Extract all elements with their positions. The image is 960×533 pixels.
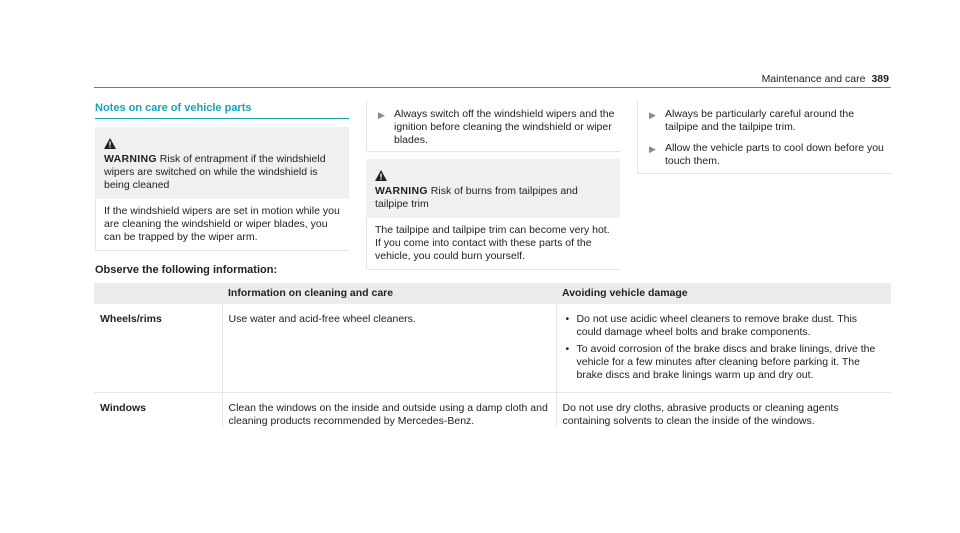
warning-body: The tailpipe and tailpipe trim can become very hot. If you come into contact with these parts of the vehicle, you could burn yourself.: [366, 218, 620, 270]
page-number: 389: [871, 73, 889, 85]
warning-burns: [366, 159, 620, 270]
arrow-right-icon: ▶: [649, 110, 656, 120]
step-item: [367, 101, 621, 147]
section-title: Notes on care of vehicle parts: [95, 102, 252, 114]
list-item: • Do not use acidic wheel cleaners to remove brake dust. This could damage wheel bolts and brake components.: [563, 313, 886, 339]
care-table: [94, 283, 891, 428]
warning-text: Risk of entrapment if the windshield wipers are switched on while the windshield is being cleaned: [104, 153, 326, 191]
step-text: Always be particularly careful around the tailpipe and the tailpipe trim.: [665, 108, 855, 133]
info-cell: Clean the windows on the inside and outside using a damp cloth and cleaning products recommended by Mercedes-Benz.: [222, 393, 556, 429]
row-label: Windows: [100, 402, 146, 414]
observe-heading: Observe the following information:: [95, 264, 278, 276]
step-box-tailpipe: [637, 101, 892, 174]
warning-entrapment: [95, 127, 349, 251]
table-header-cell: Avoiding vehicle damage: [556, 283, 891, 304]
running-header: [762, 73, 889, 86]
warning-triangle-icon: [104, 138, 116, 153]
section-name: Maintenance and care: [761, 73, 866, 85]
arrow-right-icon: ▶: [649, 144, 656, 154]
section-title-rule: [95, 118, 349, 119]
table-header-cell: Information on cleaning and care: [222, 283, 556, 304]
table-header-cell: [94, 283, 222, 304]
warning-triangle-icon: [375, 170, 387, 185]
step-item: [638, 134, 892, 168]
table-row: [94, 304, 891, 393]
step-item: [638, 101, 892, 134]
info-cell: Use water and acid-free wheel cleaners.: [222, 304, 556, 393]
table-row: [94, 393, 891, 429]
list-item: • To avoid corrosion of the brake discs and brake linings, drive the vehicle for a few minutes after cleaning before parking it. The brake discs and brake linings warm up and dry out.: [563, 343, 886, 382]
header-rule: [94, 87, 891, 88]
avoid-cell: [556, 304, 891, 393]
table-header-row: [94, 283, 891, 304]
warning-text: Risk of burns from tailpipes and tailpipe trim: [375, 185, 578, 210]
warning-label: WARNING: [375, 185, 428, 197]
warning-label: WARNING: [104, 153, 157, 165]
warning-head: [366, 159, 620, 218]
avoid-cell: Do not use dry cloths, abrasive products or cleaning agents containing solvents to clean the inside of the windows.: [556, 393, 891, 429]
step-text: Always switch off the windshield wipers and the ignition before cleaning the windshield or wiper blades.: [394, 108, 615, 146]
warning-head: [95, 127, 349, 199]
row-label: Wheels/rims: [94, 304, 222, 393]
step-text: Allow the vehicle parts to cool down before you touch them.: [665, 142, 884, 167]
step-box-wipers: [366, 101, 621, 152]
warning-body: If the windshield wipers are set in motion while you are cleaning the windshield or wiper blades, you can be trapped by the wiper arm.: [95, 199, 349, 251]
arrow-right-icon: ▶: [378, 110, 385, 120]
